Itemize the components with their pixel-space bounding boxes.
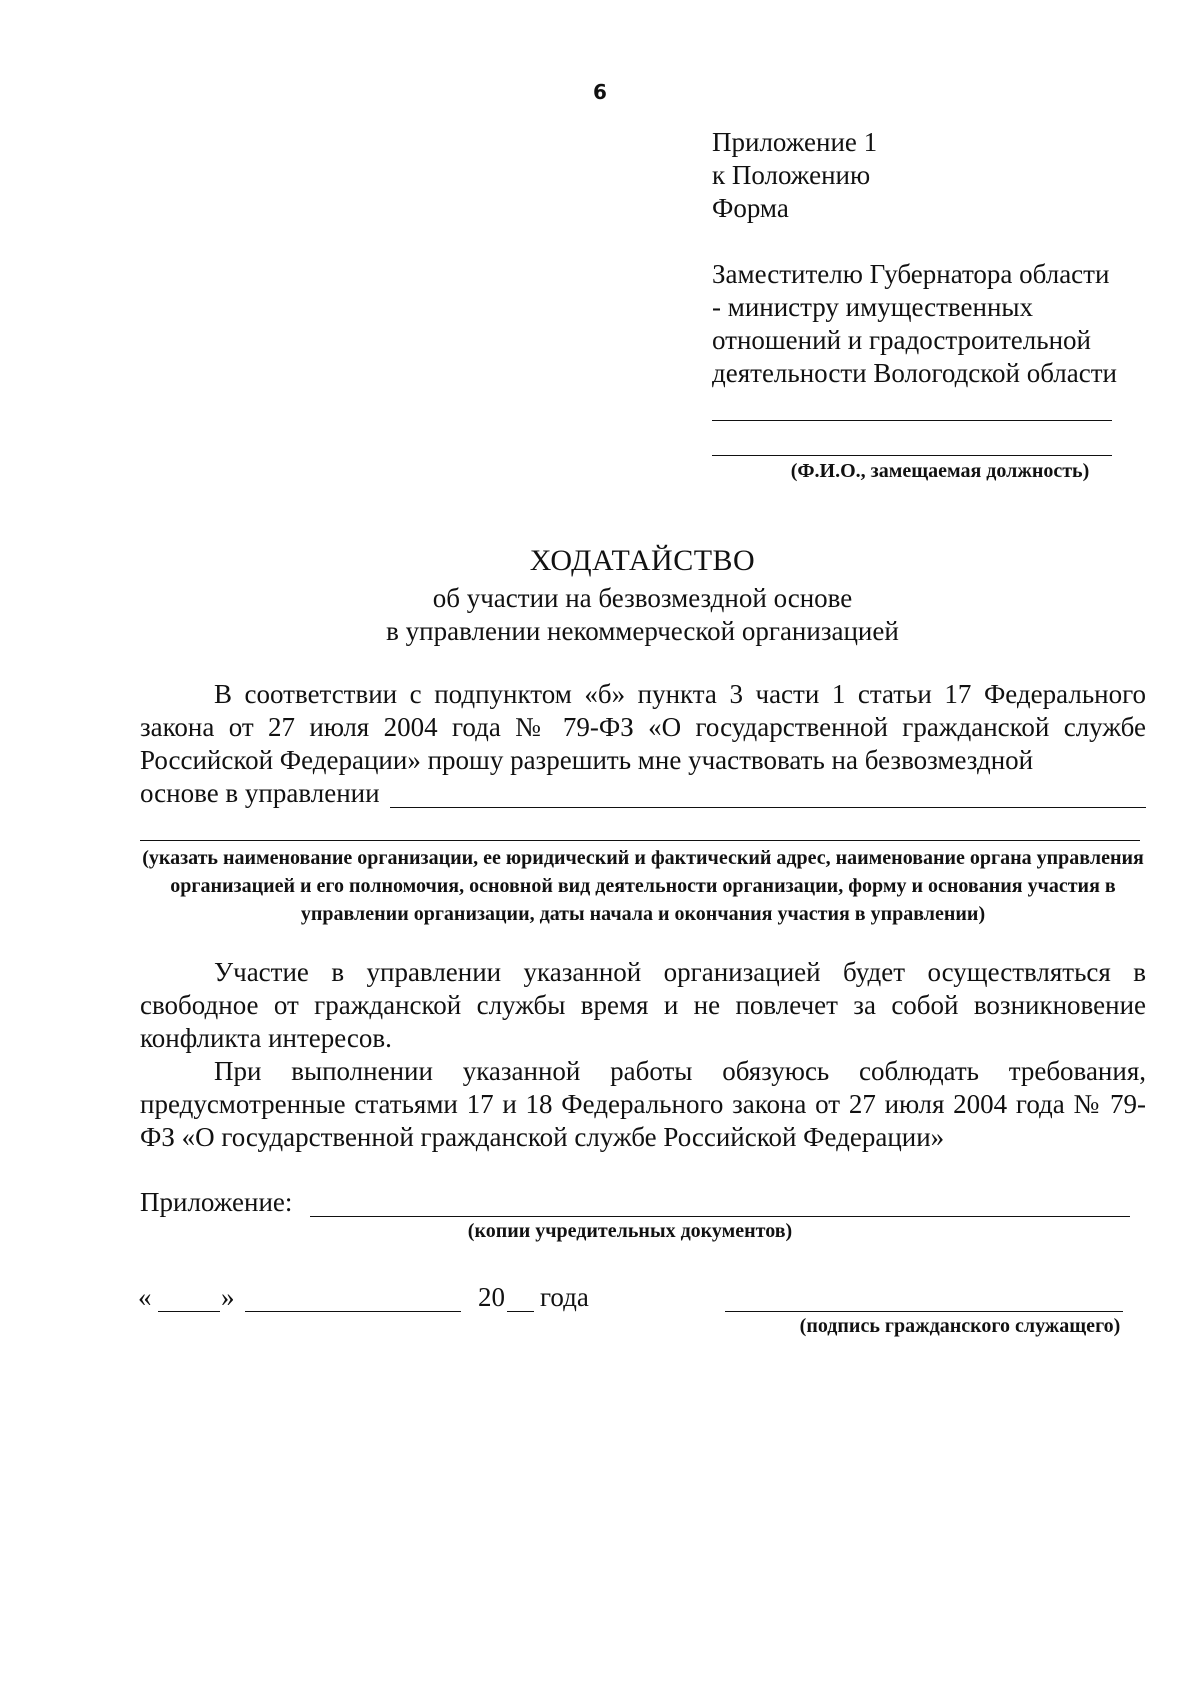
day-close-quote: » [221, 1282, 235, 1312]
document-subtitle: в управлении некоммерческой организацией [386, 616, 899, 646]
month-blank-line [245, 1311, 461, 1312]
obligation-text: При выполнении указанной работы обязуюсь соблюдать требования, предусмотренные статьями 17 и 18 Федерального закона от 27 июля 2004 года № 79-ФЗ «О государственной гражданской службе Российской Федерации» [140, 1056, 1146, 1152]
signature-blank-line [725, 1311, 1123, 1312]
name-blank-line [712, 420, 1112, 421]
appendix-reference [712, 126, 877, 225]
addressee-line: отношений и градостроительной [712, 325, 1091, 355]
addressee-line: Заместителю Губернатора области [712, 259, 1110, 289]
organization-note: (указать наименование организации, ее юридический и фактический адрес, наименование органа управления организацией и его полномочия, основной вид деятельности организации, форму и основания участия в управлении организации, даты начала и окончания участия в управлении) [142, 847, 1144, 925]
day-blank-line [158, 1311, 220, 1312]
appendix-line: Приложение 1 [712, 127, 878, 157]
document-subtitle: об участии на безвозмездной основе [432, 583, 853, 613]
conflict-text: Участие в управлении указанной организацией будет осуществляться в свободное от гражданской службы время и не повлечет за собой возникновение конфликта интересов. [140, 957, 1146, 1053]
addressee-block [712, 258, 1145, 390]
conflict-paragraph [140, 956, 1146, 1055]
appendix-line: к Положению [712, 160, 871, 190]
signature-caption: (подпись гражданского служащего) [799, 1315, 1121, 1337]
obligation-paragraph [140, 1055, 1146, 1154]
organization-blank-line [390, 807, 1146, 808]
year-prefix: 20 [478, 1282, 505, 1312]
fio-caption: (Ф.И.О., замещаемая должность) [790, 460, 1090, 482]
day-open-quote: « [138, 1282, 152, 1312]
year-blank-line [507, 1311, 534, 1312]
attachment-blank-line [310, 1216, 1130, 1217]
attachment-label: Приложение: [140, 1187, 293, 1217]
request-tail: основе в управлении [140, 778, 380, 808]
document-title: ХОДАТАЙСТВО [529, 544, 756, 577]
request-text: В соответствии с подпунктом «б» пункта 3 части 1 статьи 17 Федерального закона от 27 июля 2004 года № 79-ФЗ «О государственной гражданской службе Российской Федерации» прошу разрешить мне участвовать на безвозмездной [140, 679, 1146, 775]
form-label: Форма [712, 193, 789, 223]
attachment-caption: (копии учредительных документов) [467, 1220, 793, 1242]
year-word: года [540, 1282, 589, 1312]
organization-blank-line-2 [140, 840, 1140, 841]
page-number: 6 [593, 80, 607, 104]
request-paragraph [140, 678, 1146, 777]
position-blank-line [712, 455, 1112, 456]
addressee-line: деятельности Вологодской области [712, 358, 1117, 388]
addressee-line: - министру имущественных [712, 292, 1034, 322]
